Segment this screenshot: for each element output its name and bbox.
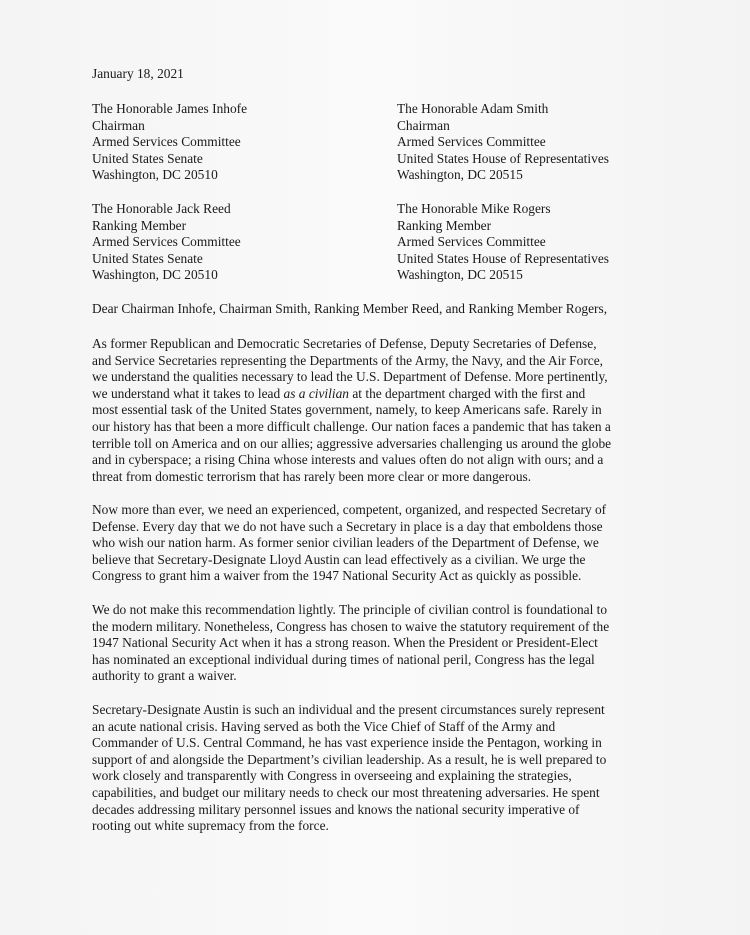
body-line: Congress to grant him a waiver from the 1947 National Security Act as quickly as possible. (92, 568, 582, 584)
body-line: decades addressing military personnel issues and knows the national security imperative of (92, 801, 580, 817)
recipient-title: Chairman (92, 117, 145, 133)
recipient-committee: Armed Services Committee (397, 234, 546, 250)
recipient-chamber: United States Senate (92, 250, 203, 266)
body-line: Defense. Every day that we do not have such a Secretary in place is a day that emboldens those (92, 518, 603, 534)
recipient-city: Washington, DC 20515 (397, 267, 523, 283)
body-line: an acute national crisis. Having served as both the Vice Chief of Staff of the Army and (92, 718, 556, 734)
letter-date: January 18, 2021 (92, 66, 184, 81)
body-line: threat from domestic terrorism that has rarely been more clear or more dangerous. (92, 468, 532, 484)
body-line: we understand the qualities necessary to lead the U.S. Department of Defense. More pertinently, (92, 369, 608, 385)
paragraph-4 (92, 702, 667, 835)
body-line: Now more than ever, we need an experienced, competent, organized, and respected Secretary of (92, 502, 607, 517)
recipient-city: Washington, DC 20510 (92, 267, 218, 283)
recipient-name: The Honorable James Inhofe (92, 101, 248, 116)
body-line: our history has that been a more difficult challenge. Our nation faces a pandemic that has taken a (92, 418, 611, 434)
recipient-smith (397, 101, 609, 184)
body-text: at the department charged with the first and (348, 385, 586, 401)
body-line: support of and alongside the Department’s civilian leadership. As a result, he is well prepared to (92, 751, 607, 767)
recipient-committee: Armed Services Committee (397, 134, 546, 150)
recipient-rogers (397, 201, 609, 284)
body-line: We do not make this recommendation lightly. The principle of civilian control is foundational to (92, 602, 608, 617)
emphasis-text: as a civilian (283, 385, 349, 401)
recipient-name: The Honorable Adam Smith (397, 101, 549, 116)
recipient-city: Washington, DC 20510 (92, 167, 218, 183)
recipient-committee: Armed Services Committee (92, 134, 241, 150)
recipient-chamber: United States Senate (92, 150, 203, 166)
body-line: most essential task of the United States government, namely, to keep Americans safe. Rarely in (92, 402, 602, 418)
body-text: we understand what it takes to lead (92, 385, 284, 401)
recipient-chamber: United States House of Representatives (397, 250, 609, 266)
recipient-title: Ranking Member (397, 217, 492, 233)
body-line: 1947 National Security Act when it has a strong reason. When the President or President-Elect (92, 635, 598, 651)
body-line-with-emphasis (92, 386, 667, 403)
paragraph-1 (92, 336, 667, 485)
body-line: believe that Secretary-Designate Lloyd Austin can lead effectively as a civilian. We urge the (92, 551, 586, 567)
body-line: Commander of U.S. Central Command, he has vast experience inside the Pentagon, working in (92, 735, 602, 751)
paragraph-3 (92, 602, 667, 685)
recipient-inhofe (92, 101, 247, 184)
recipient-name: The Honorable Mike Rogers (397, 201, 551, 216)
body-line: and Service Secretaries representing the Departments of the Army, the Navy, and the Air Force, (92, 352, 604, 368)
body-line: authority to grant a waiver. (92, 668, 237, 684)
recipient-reed (92, 201, 241, 284)
body-line: capabilities, and budget our military needs to check our most threatening adversaries. He spent (92, 784, 600, 800)
body-line: has nominated an exceptional individual during times of national peril, Congress has the legal (92, 651, 595, 667)
recipient-name: The Honorable Jack Reed (92, 201, 231, 216)
body-line: and in cyberspace; a rising China whose interests and values often do not align with ours; and a (92, 452, 604, 468)
recipient-title: Ranking Member (92, 217, 187, 233)
recipient-title: Chairman (397, 117, 450, 133)
body-line: Secretary-Designate Austin is such an individual and the present circumstances surely represent (92, 702, 605, 717)
body-line: work closely and transparently with Congress in overseeing and explaining the strategies, (92, 768, 572, 784)
body-line: the modern military. Nonetheless, Congress has chosen to waive the statutory requirement of the (92, 618, 610, 634)
recipient-chamber: United States House of Representatives (397, 150, 609, 166)
body-line: As former Republican and Democratic Secretaries of Defense, Deputy Secretaries of Defense, (92, 336, 597, 351)
salutation: Dear Chairman Inhofe, Chairman Smith, Ranking Member Reed, and Ranking Member Rogers, (92, 301, 608, 316)
body-line: who wish our nation harm. As former senior civilian leaders of the Department of Defense, we (92, 535, 599, 551)
recipient-committee: Armed Services Committee (92, 234, 241, 250)
body-line: rooting out white supremacy from the force. (92, 818, 329, 834)
paragraph-2 (92, 502, 667, 585)
body-line: terrible toll on America and on our allies; aggressive adversaries challenging us around the globe (92, 435, 612, 451)
recipient-city: Washington, DC 20515 (397, 167, 523, 183)
